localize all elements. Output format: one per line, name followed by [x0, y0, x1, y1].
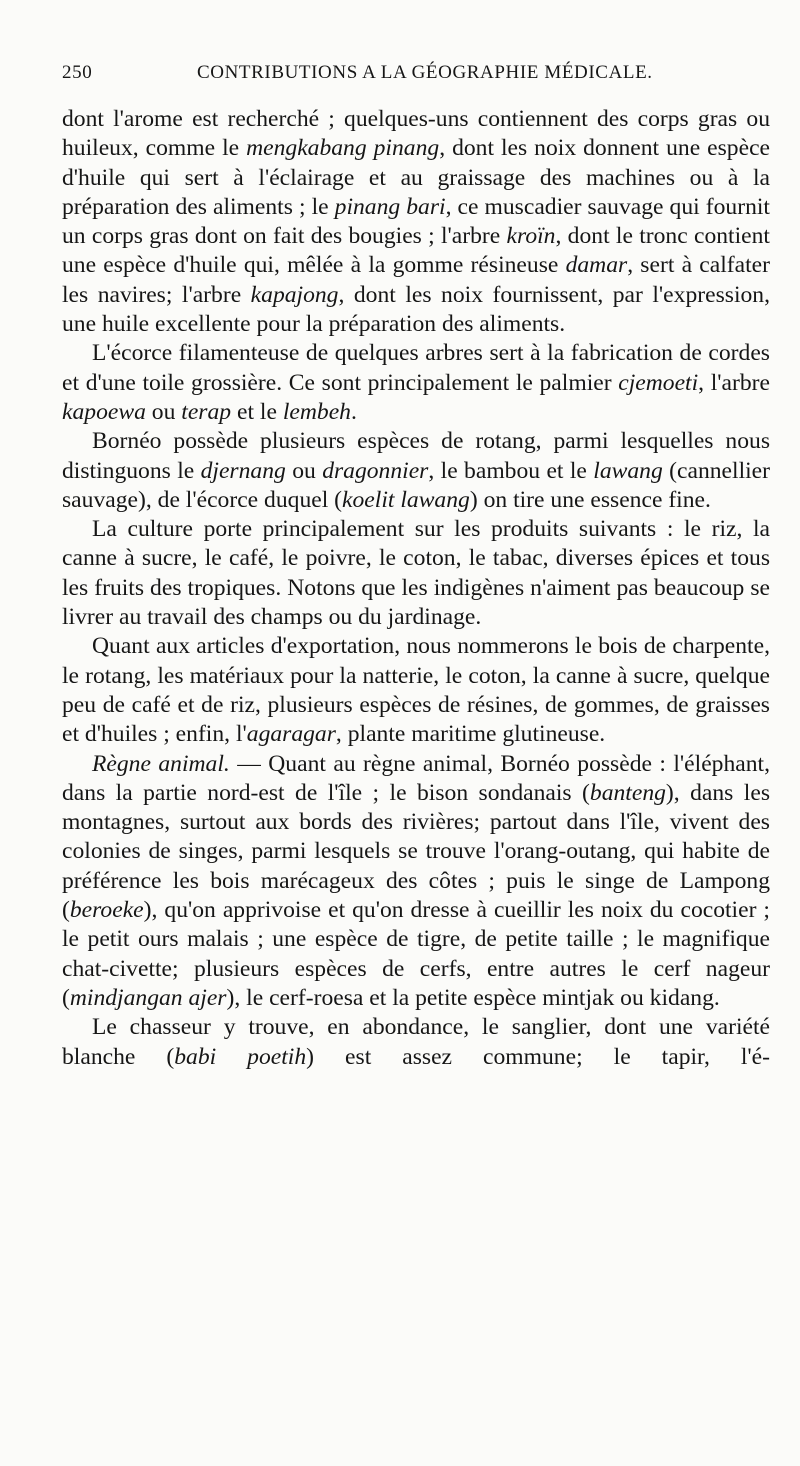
paragraph	[62, 427, 770, 515]
italic-term: beroeke	[69, 897, 144, 924]
running-title: CONTRIBUTIONS A LA GÉOGRAPHIE MÉDICALE.	[197, 62, 653, 83]
italic-term: pinang bari	[334, 193, 446, 220]
text-run: , l'arbre	[698, 369, 770, 396]
text-run: ) est assez commune; le tapir, l'é-	[306, 1043, 770, 1070]
text-run: .	[350, 398, 357, 425]
italic-term: kapajong	[250, 281, 339, 308]
italic-term: lembeh	[282, 398, 351, 425]
text-run: ), qu'on apprivoise et qu'on dresse à cueillir les noix du cocotier ; le petit ours malais ; une espèce de tigre, de petite taille ; le magnifique chat-civette; plusieurs espèces de cerfs, entre autres le cerf nageur (	[62, 897, 770, 1011]
italic-term: mindjangan ajer	[69, 984, 227, 1011]
text-run: , le bambou et le	[428, 457, 594, 484]
text-run: ) on tire une essence fine.	[469, 486, 711, 513]
text-run: (cannellier sauvage), de l'écorce duquel (	[62, 457, 771, 513]
italic-term: kroïn	[506, 223, 556, 250]
text-run: Bornéo possède plusieurs espèces de rotang, parmi lesquelles nous distinguons le	[62, 428, 770, 484]
text-run: , dont les noix donnent une espèce d'huile qui sert à l'éclairage et au graissage des machines ou à la préparation des aliments ; le	[62, 135, 771, 220]
paragraph	[62, 750, 770, 1014]
text-run: et le	[231, 398, 283, 425]
italic-term: damar	[565, 252, 628, 279]
italic-term: agaragar	[246, 721, 336, 748]
paragraph	[62, 105, 770, 339]
italic-term: cjemoeti	[618, 369, 699, 396]
paragraph	[62, 515, 770, 632]
paragraph	[62, 1013, 770, 1072]
text-run: Quant aux articles d'exportation, nous nommerons le bois de charpente, le rotang, les matériaux pour la natterie, le coton, la canne à sucre, quelque peu de café et de riz, plusieurs espèces de résines, de gommes, de graisses et d'huiles ; enfin, l'	[62, 633, 770, 748]
italic-term: mengkabang pinang	[246, 135, 440, 162]
paragraph	[62, 339, 770, 427]
italic-term: terap	[181, 398, 232, 425]
paragraph	[62, 632, 770, 749]
italic-term: kapoewa	[62, 398, 146, 425]
text-run: — Quant au règne animal, Bornéo possède : l'éléphant, dans la partie nord-est de l'île ; le bison sondanais (	[62, 750, 771, 806]
italic-term: babi poetih	[174, 1043, 307, 1070]
text-run: Le chasseur y trouve, en abondance, le sanglier, dont une variété blanche (	[62, 1014, 770, 1070]
text-run: ), le cerf-roesa et la petite espèce mintjak ou kidang.	[226, 984, 720, 1011]
text-run: , dont les noix fournissent, par l'expression, une huile excellente pour la préparation des aliments.	[62, 281, 770, 338]
italic-term: banteng	[589, 779, 666, 806]
body-text	[62, 105, 770, 1072]
italic-term: djernang	[200, 457, 286, 484]
italic-term: Règne animal.	[92, 750, 230, 777]
italic-term: dragonnier	[322, 457, 429, 484]
page-number: 250	[62, 62, 93, 83]
text-run: ou	[285, 457, 323, 484]
text-run: , plante maritime glutineuse.	[335, 721, 606, 748]
text-run: L'écorce filamenteuse de quelques arbres sert à la fabrication de cordes et d'une toile grossière. Ce sont principalement le palmier	[62, 340, 770, 396]
text-run: , sert à calfater les navires; l'arbre	[62, 252, 770, 308]
text-run: ), dans les montagnes, surtout aux bords des rivières; partout dans l'île, vivent des colonies de singes, parmi lesquels se trouve l'orang-outang, qui habite de préférence les bois marécageux des côtes ; puis le singe de Lampong (	[62, 779, 770, 924]
text-run: , ce muscadier sauvage qui fournit un corps gras dont on fait des bougies ; l'arbre	[62, 193, 770, 250]
italic-term: lawang	[593, 457, 663, 484]
text-run: , dont le tronc contient une espèce d'huile qui, mêlée à la gomme résineuse	[62, 223, 770, 279]
italic-term: koelit lawang	[342, 486, 470, 513]
text-run: La culture porte principalement sur les produits suivants : le riz, la canne à sucre, le café, le poivre, le coton, le tabac, diverses épices et tous les fruits des tropiques. Notons que les indigènes n'aiment pas beaucoup se livrer au travail des champs ou du jardinage.	[62, 516, 770, 631]
text-run: ou	[145, 398, 182, 425]
text-run: dont l'arome est recherché ; quelques-uns contiennent des corps gras ou huileux, comme le	[62, 106, 770, 162]
page-header	[62, 62, 760, 92]
